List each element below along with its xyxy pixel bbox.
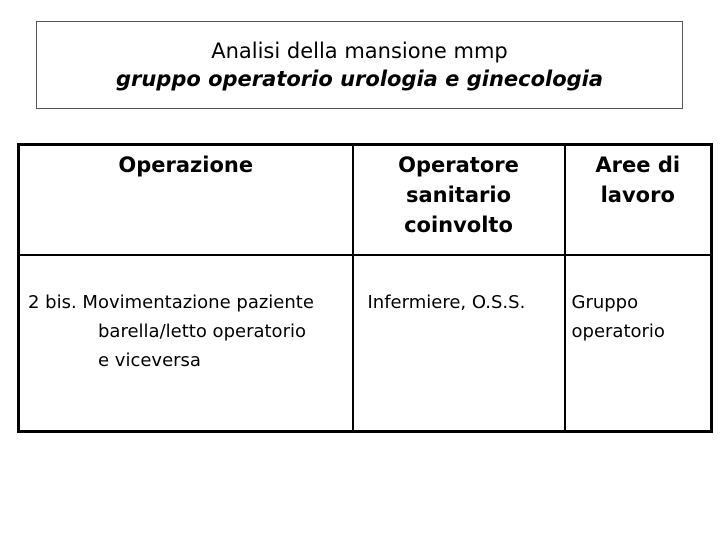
operatore-text: Infermiere, O.S.S. bbox=[367, 292, 526, 313]
cell-operatore bbox=[353, 255, 565, 432]
aree-line-2: operatorio bbox=[571, 321, 665, 342]
header-operazione: Operazione bbox=[19, 145, 353, 256]
header-aree bbox=[565, 145, 712, 256]
operazione-line-2: barella/letto operatorio bbox=[98, 321, 306, 342]
header-operatore bbox=[353, 145, 565, 256]
header-aree-label: Aree di lavoro bbox=[595, 153, 681, 207]
task-analysis-table bbox=[17, 143, 713, 433]
aree-text bbox=[566, 256, 711, 346]
cell-operazione bbox=[19, 255, 353, 432]
title-line-1: Analisi della mansione mmp bbox=[211, 39, 508, 63]
operazione-line-3: e viceversa bbox=[98, 350, 201, 371]
header-operatore-label: Operatore sanitario coinvolto bbox=[398, 153, 519, 237]
title-box bbox=[36, 21, 683, 109]
operazione-text bbox=[20, 256, 352, 375]
title-line-2: gruppo operatorio urologia e ginecologia bbox=[115, 67, 604, 91]
aree-line-1: Gruppo bbox=[571, 292, 639, 313]
operazione-line-1: 2 bis. Movimentazione paziente bbox=[28, 292, 314, 313]
cell-aree bbox=[565, 255, 712, 432]
table-header-row bbox=[19, 145, 712, 256]
table-row bbox=[19, 255, 712, 432]
